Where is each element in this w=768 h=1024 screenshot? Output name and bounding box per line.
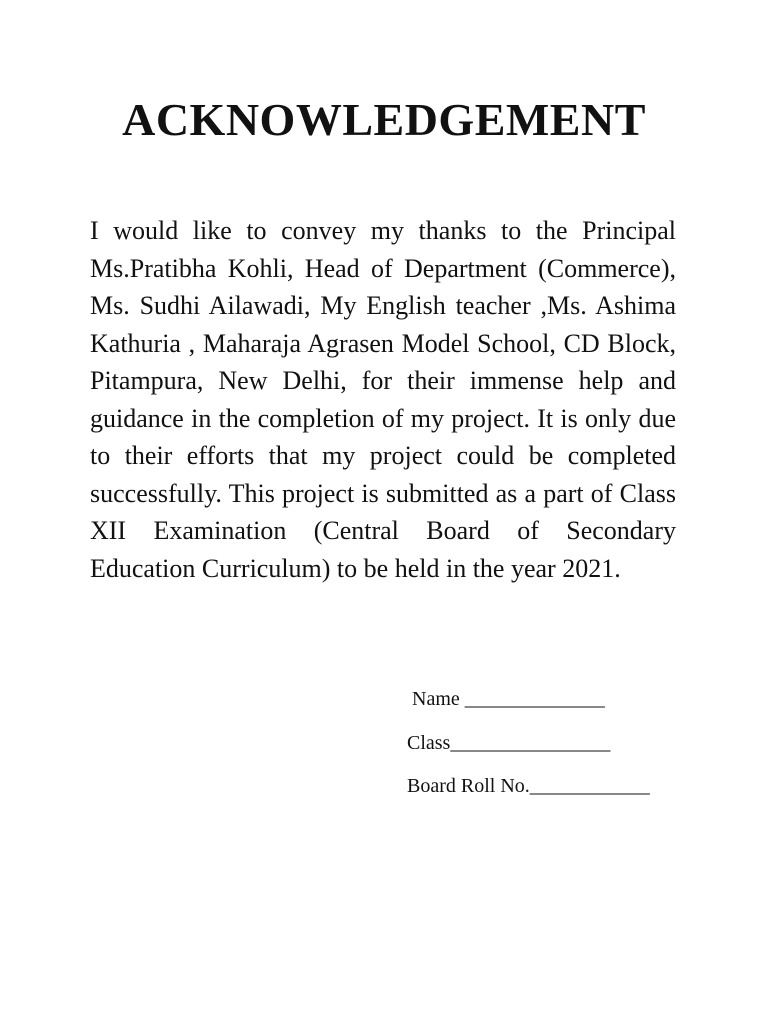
name-field-label: Name ______________: [412, 688, 605, 710]
page-title: ACKNOWLEDGEMENT: [122, 94, 646, 145]
class-field-label: Class________________: [407, 731, 611, 754]
acknowledgement-paragraph: I would like to convey my thanks to the Principal Ms.Pratibha Kohli, Head of Department (Commerce), Ms. Sudhi Ailawadi, My English teacher ,Ms. Ashima Kathuria , Maharaja Agrasen Model School, CD Block, Pitampura, New Delhi, for their immense help and guidance in the completion of my project. It is only due to their efforts that my project could be completed successfully. This project is submitted as a part of Class XII Examination (Central Board of Secondary Education Curriculum) to be held in the year 2021.: [90, 216, 676, 583]
roll-number-field-label: Board Roll No.____________: [407, 775, 650, 797]
signature-block: [407, 688, 707, 819]
